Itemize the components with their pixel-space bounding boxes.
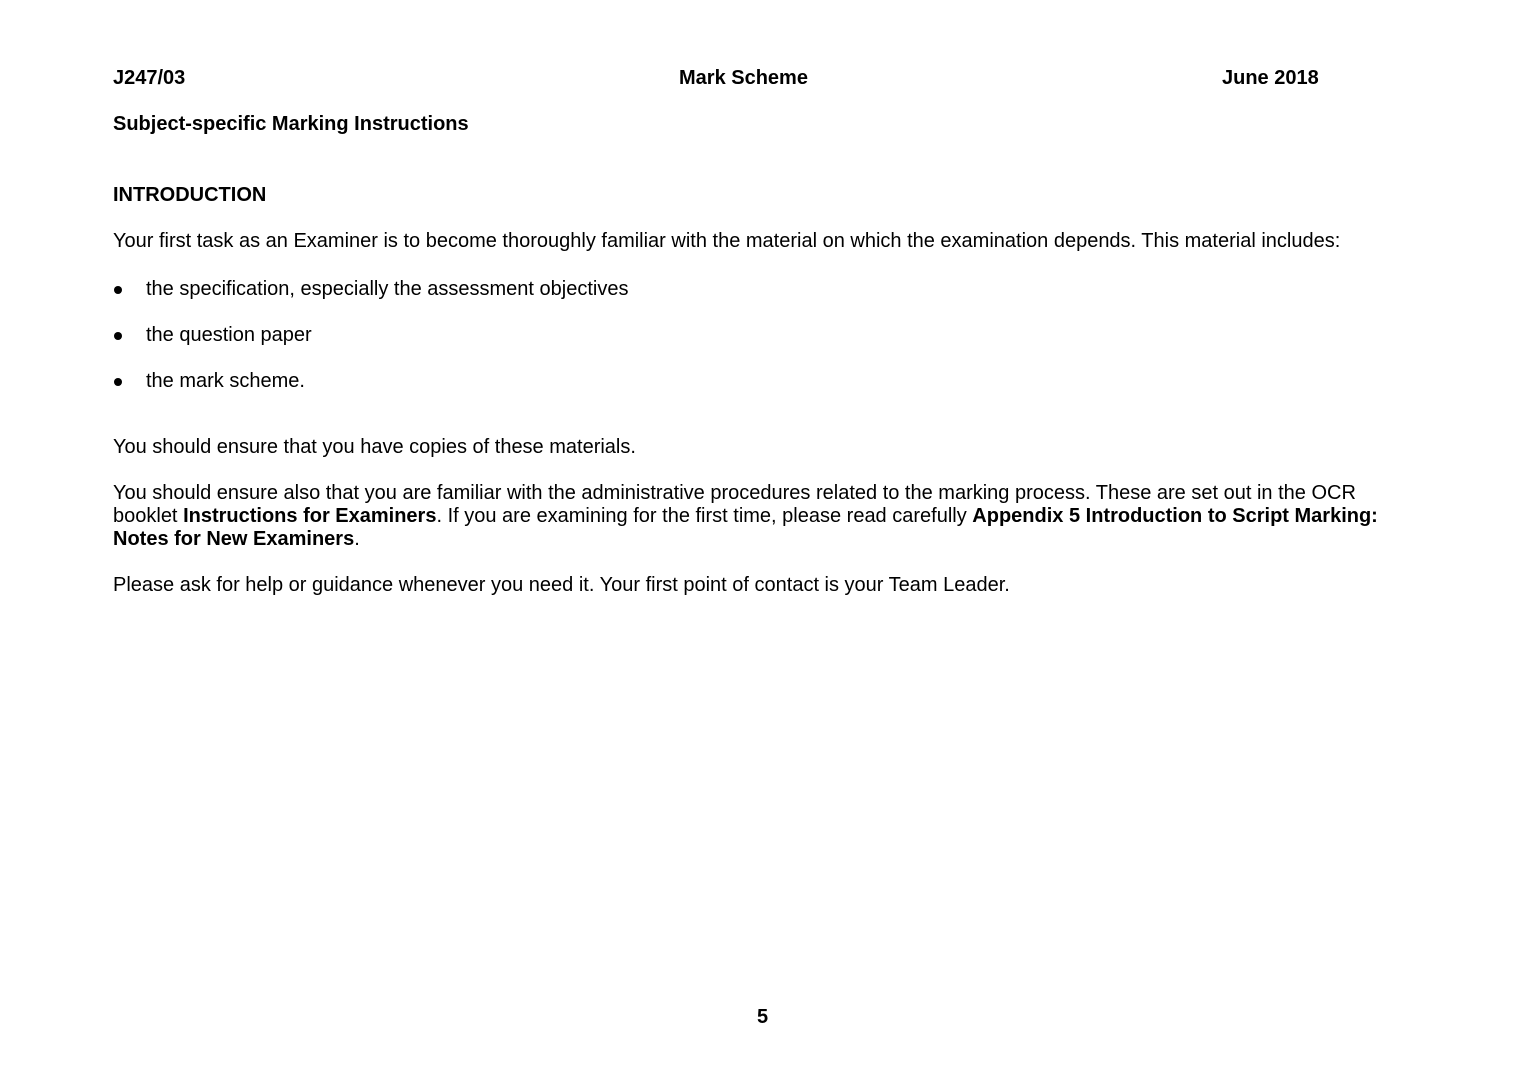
intro-paragraph-3 [113,482,1413,551]
page-number: 5 [757,1006,769,1028]
bullet-text: the specification, especially the assessment objectives [146,278,629,300]
appendix-5-ref: Appendix 5 Introduction to Script Marking: Notes for New Examiners [113,505,1378,550]
header-title: Mark Scheme [679,67,808,89]
bullet-icon [114,332,122,340]
header-code: J247/03 [113,67,186,89]
bullet-text: the question paper [146,324,312,346]
bullet-icon [114,378,122,386]
paragraph-text: . If you are examining for the first time, please read carefully [436,505,973,527]
introduction-heading: INTRODUCTION [113,184,267,206]
bullet-text: the mark scheme. [146,370,305,392]
intro-paragraph-4: Please ask for help or guidance whenever you need it. Your first point of contact is your Team Leader. [113,574,1010,596]
header-date: June 2018 [1222,67,1319,89]
intro-paragraph-2: You should ensure that you have copies of these materials. [113,436,636,458]
paragraph-text: . [354,528,360,550]
paragraph-text: You should ensure also that you are familiar with the administrative procedures related to the marking process. These are set out in the OCR booklet [113,482,1356,527]
bullet-icon [114,286,122,294]
intro-paragraph-1: Your first task as an Examiner is to become thoroughly familiar with the material on which the examination depends. This material includes: [113,230,1341,252]
instructions-for-examiners-ref: Instructions for Examiners [183,505,437,527]
section-title: Subject-specific Marking Instructions [113,113,469,135]
